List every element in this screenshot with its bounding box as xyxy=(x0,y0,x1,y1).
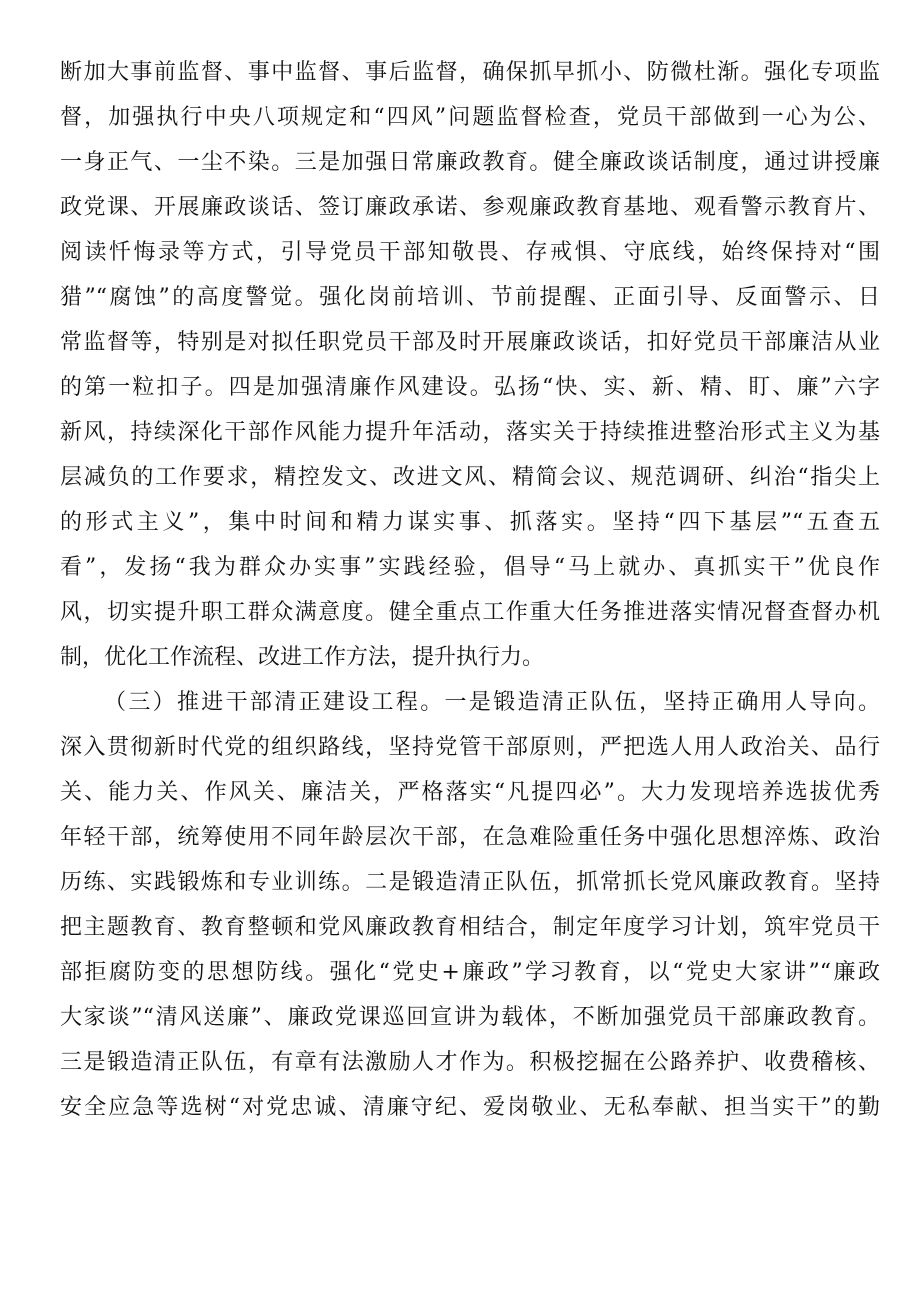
text-line: 督，加强执行中央八项规定和“四风”问题监督检查，党员干部做到一心为公、 xyxy=(60,105,880,130)
paragraph-1 xyxy=(60,50,880,680)
text-line: 大家谈”“清风送廉”、廉政党课巡回宣讲为载体，不断加强党员干部廉政教育。 xyxy=(60,1005,880,1030)
text-line: 一身正气、一尘不染。三是加强日常廉政教育。健全廉政谈话制度，通过讲授廉 xyxy=(60,150,880,175)
text-line: 三是锻造清正队伍，有章有法激励人才作为。积极挖掘在公路养护、收费稽核、 xyxy=(60,1050,880,1075)
text-line: 把主题教育、教育整顿和党风廉政教育相结合，制定年度学习计划，筑牢党员干 xyxy=(60,915,880,940)
paragraph-2 xyxy=(60,680,880,1130)
text-line: 关、能力关、作风关、廉洁关，严格落实“凡提四必”。大力发现培养选拔优秀 xyxy=(60,780,880,805)
text-line: 新风，持续深化干部作风能力提升年活动，落实关于持续推进整治形式主义为基 xyxy=(60,420,880,445)
text-line: 制，优化工作流程、改进工作方法，提升执行力。 xyxy=(60,645,545,670)
text-line: 阅读忏悔录等方式，引导党员干部知敬畏、存戒惧、守底线，始终保持对“围 xyxy=(60,240,880,265)
text-line: 的第一粒扣子。四是加强清廉作风建设。弘扬“快、实、新、精、盯、廉”六字 xyxy=(60,375,880,400)
text-line: 的形式主义”，集中时间和精力谋实事、抓落实。坚持“四下基层”“五查五 xyxy=(60,510,880,535)
text-line: 部拒腐防变的思想防线。强化“党史+廉政”学习教育，以“党史大家讲”“廉政 xyxy=(60,960,880,985)
text-line: 看”，发扬“我为群众办实事”实践经验，倡导“马上就办、真抓实干”优良作 xyxy=(60,555,880,580)
text-line: 历练、实践锻炼和专业训练。二是锻造清正队伍，抓常抓长党风廉政教育。坚持 xyxy=(60,870,880,895)
text-line: 深入贯彻新时代党的组织路线，坚持党管干部原则，严把选人用人政治关、品行 xyxy=(60,735,880,760)
text-line: 政党课、开展廉政谈话、签订廉政承诺、参观廉政教育基地、观看警示教育片、 xyxy=(60,195,880,220)
text-line: 风，切实提升职工群众满意度。健全重点工作重大任务推进落实情况督查督办机 xyxy=(60,600,880,625)
text-line: 年轻干部，统筹使用不同年龄层次干部，在急难险重任务中强化思想淬炼、政治 xyxy=(60,825,880,850)
text-line: （三）推进干部清正建设工程。一是锻造清正队伍，坚持正确用人导向。 xyxy=(104,690,880,715)
body-text xyxy=(60,50,880,1130)
text-line: 常监督等，特别是对拟任职党员干部及时开展廉政谈话，扣好党员干部廉洁从业 xyxy=(60,330,880,355)
text-line: 猎”“腐蚀”的高度警觉。强化岗前培训、节前提醒、正面引导、反面警示、日 xyxy=(60,285,880,310)
text-line: 断加大事前监督、事中监督、事后监督，确保抓早抓小、防微杜渐。强化专项监 xyxy=(60,60,880,85)
text-line: 层减负的工作要求，精控发文、改进文风、精简会议、规范调研、纠治“指尖上 xyxy=(60,465,880,490)
text-line: 安全应急等选树“对党忠诚、清廉守纪、爱岗敬业、无私奉献、担当实干”的勤 xyxy=(60,1095,880,1120)
